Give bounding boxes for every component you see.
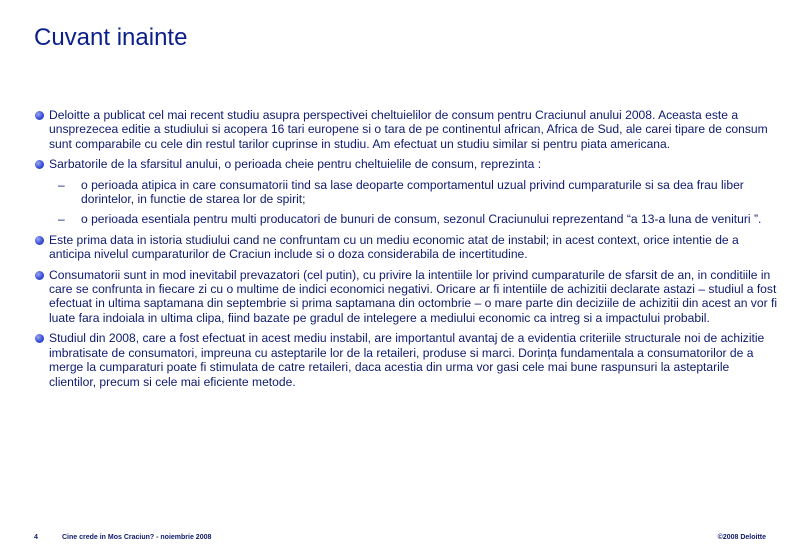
bullet-text: Studiul din 2008, care a fost efectuat in acest mediu instabil, are importantul avantaj de a evidentia criteriile structurale noi de achizitie imbratisate de consumatori, impreuna cu asteptarile lor de la retaileri, produse si marci. Dorința fundamentala a consumatorilor de a merge la cumparaturi poate fi stimulata de catre retaileri, daca acestia din urma vor gasi cele mai bune raspunsuri la asteptarile clientilor, precum si cele mai eficiente metode.: [49, 331, 765, 389]
footer-title: Cine crede in Mos Craciun? - noiembrie 2008: [62, 534, 212, 541]
sub-bullet-list: [49, 178, 779, 227]
bullet-item: [34, 331, 779, 389]
page-title: Cuvant inainte: [34, 24, 188, 51]
page-number: 4: [34, 534, 38, 541]
bullet-item: [34, 233, 779, 262]
bullet-text: Este prima data in istoria studiului cand ne confruntam cu un mediu economic atat de instabil; in acest context, orice intentie de a anticipa nivelul cumparaturilor de Craciun include si o doza considerabila de incertitudine.: [49, 232, 739, 262]
bullet-item: [34, 157, 779, 227]
bullet-icon: [35, 271, 44, 280]
dash-icon: –: [58, 212, 65, 227]
bullet-icon: [35, 236, 44, 245]
bullet-icon: [35, 334, 44, 343]
bullet-text: Consumatorii sunt in mod inevitabil prevazatori (cel putin), cu privire la intentiile lor privind cumparaturile de sfarsit de an, in conditiile in care se confrunta in fiecare zi cu o multime de indici economici negativi. Oricare ar fi intentiile de achizitii declarate astazi – studiul a fost efectuat in ultima saptamana din septembrie si prima saptamana din octombrie – o mare parte din deciziile de achizitii din acest an vor fi luate fara indoiala in ultima clipa, fiind bazate pe gradul de intelegere a mediului economic ca intreg si a impactului probabil.: [49, 267, 778, 325]
sub-bullet-text: o perioada atipica in care consumatorii tind sa lase deoparte comportamentul uzual privind cumparaturile si sa dea frau liber dorintelor, in functie de starea lor de spirit;: [81, 177, 744, 207]
bullet-icon: [35, 111, 44, 120]
bullet-item: [34, 268, 779, 326]
footer-copyright: ©2008 Deloitte: [717, 534, 766, 541]
dash-icon: –: [58, 177, 65, 192]
bullet-text: Deloitte a publicat cel mai recent studiu asupra perspectivei cheltuielilor de consum pentru Craciunul anului 2008. Aceasta este a unsprezecea editie a studiului si acopera 16 tari europene si o tara de pe continentul african, Africa de Sud, ale carei tipare de consum sunt comparabile cu cele din restul tarilor cuprinse in studiu. Am efectuat un studiu similar si pentru piata americana.: [49, 108, 768, 151]
bullet-item: [34, 108, 779, 151]
bullet-list: [34, 108, 779, 395]
bullet-icon: [35, 160, 44, 169]
sub-bullet-text: o perioada esentiala pentru multi producatori de bunuri de consum, sezonul Craciunului reprezentand “a 13-a luna de venituri ”.: [81, 212, 762, 227]
sub-bullet-item: [56, 212, 779, 226]
sub-bullet-item: [56, 178, 779, 207]
bullet-text: Sarbatorile de la sfarsitul anului, o perioada cheie pentru cheltuielile de consum, reprezinta :: [49, 157, 542, 172]
